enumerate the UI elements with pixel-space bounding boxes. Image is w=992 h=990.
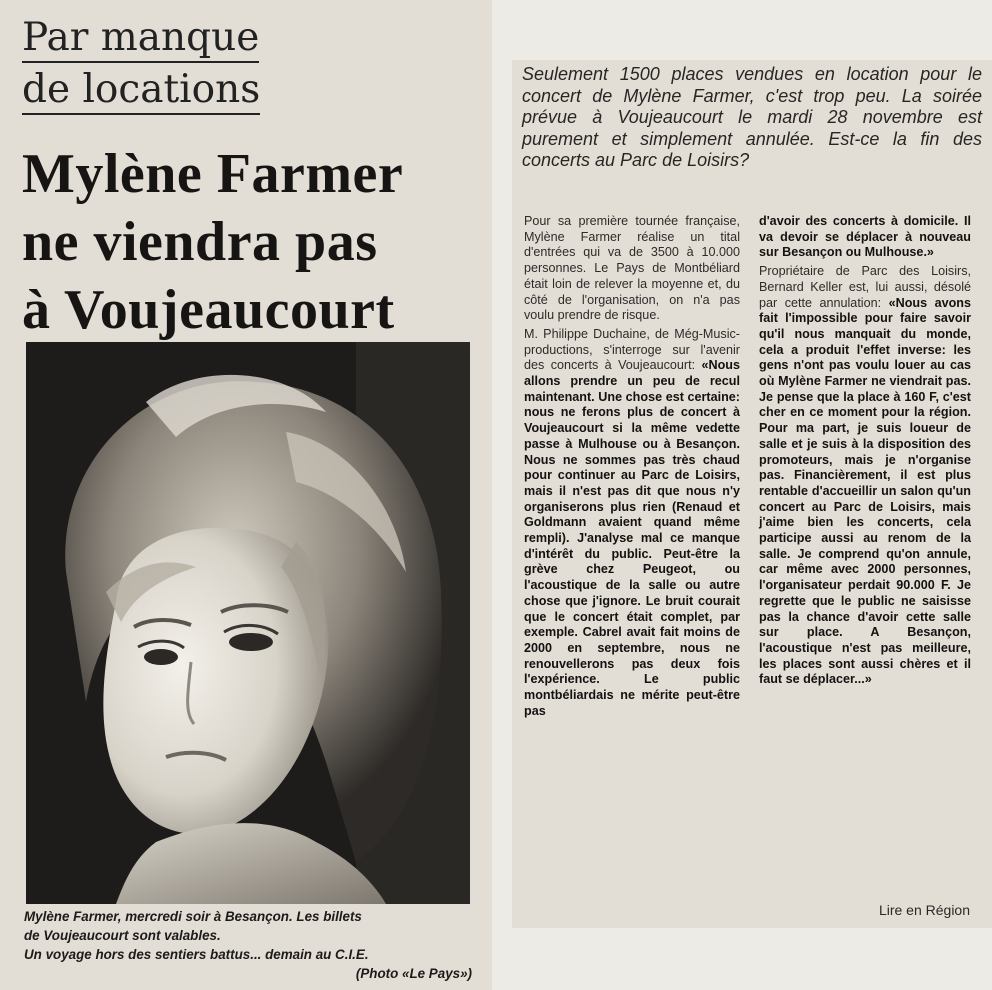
kicker-line-2: de locations bbox=[22, 68, 260, 112]
caption-line-3: Un voyage hors des sentiers battus... demain au C.I.E. bbox=[24, 947, 369, 962]
headline-line-2: ne viendra pas bbox=[22, 211, 378, 273]
text-column-2 bbox=[759, 214, 971, 691]
keller-intro: Propriétaire de Parc des Loisirs, Bernard Keller est, lui aussi, désolé par cette annulation: bbox=[759, 264, 971, 310]
headline-line-1: Mylène Farmer bbox=[22, 143, 404, 205]
author-signature: Lire en Région bbox=[878, 902, 970, 918]
kicker-line-1: Par manque bbox=[22, 16, 259, 60]
caption-line-1: Mylène Farmer, mercredi soir à Besançon. Les billets bbox=[24, 909, 362, 924]
duchaine-quote-continued: d'avoir des concerts à domicile. Il va devoir se déplacer à nouveau sur Besançon ou Mulhouse.» bbox=[759, 214, 971, 260]
caption-credit: (Photo «Le Pays») bbox=[355, 966, 472, 981]
lead-paragraph: Seulement 1500 places vendues en location pour le concert de Mylène Farmer, c'est trop peu. La soirée prévue à Voujeaucourt le mardi 28 novembre est purement et simplement annulée. Est-ce la fin des concerts au Parc de Loisirs? bbox=[522, 64, 982, 171]
column-1-paragraph-2 bbox=[524, 327, 740, 720]
caption-line-2: de Voujeaucourt sont valables. bbox=[24, 928, 221, 943]
text-column-1 bbox=[524, 214, 740, 723]
photo-caption bbox=[24, 907, 472, 983]
headline-line-3: à Voujeaucourt bbox=[22, 279, 395, 341]
left-clipping bbox=[0, 0, 492, 990]
duchaine-quote: «Nous allons prendre un peu de recul maintenant. Une chose est certaine: nous ne ferons plus de concert à Voujeaucourt si la même vedette passe à Mulhouse ou à Besançon. Nous ne sommes pas très chaud pour continuer au Parc de Loisirs, mais il n'est pas dit que nous n'y organiserons plus rien (Renaud et Goldmann avaient quand même rempli). J'analyse mal ce manque d'intérêt du public. Peut-être la grève chez Peugeot, ou l'acoustique de la salle ou autre chose que j'ignore. Le bruit courait que le concert était complet, par exemple. Cabrel avait fait moins de 2000 en septembre, nous ne renouvellerons pas deux fois l'expérience. Le public montbéliardais ne mérite peut-être pas bbox=[524, 358, 741, 718]
keller-quote: «Nous avons fait l'impossible pour faire savoir qu'il nous manquait du monde, cela a produit l'effet inverse: les gens n'ont pas voulu louer au cas où Mylène Farmer ne viendrait pas. Je pense que la place à 160 F, c'est cher en ce moment pour la région. Pour ma part, je suis loueur de salle et je suis à la disposition des promoteurs, mais je n'organise pas. Financièrement, il est plus rentable d'accueillir un salon qu'un concert au Parc de Loisirs, mais j'aime bien les concerts, cela participe aussi au renom de la salle. Je comprend qu'on annule, car même avec 2000 personnes, l'organisateur perdait 90.000 F. Je regrette que le public ne saisisse pas la chance d'avoir cette salle sur place. A Besançon, l'acoustique n'est pas meilleure, les places sont aussi chères et il faut se déplacer...» bbox=[759, 295, 972, 687]
duchaine-intro: M. Philippe Duchaine, de Még-Music-productions, s'interroge sur l'avenir des concerts à Voujeaucourt: bbox=[524, 326, 740, 373]
portrait-illustration bbox=[26, 342, 470, 904]
column-2-paragraph-1 bbox=[759, 214, 971, 261]
headline bbox=[22, 140, 482, 344]
portrait-photo bbox=[26, 342, 470, 904]
right-clipping bbox=[512, 60, 992, 928]
column-1-paragraph-1: Pour sa première tournée française, Mylène Farmer réalise un tital d'entrées qui va de 3500 à 10.000 personnes. Le Pays de Montbéliard était loin de relever la moyenne et, du côté de l'organisation, on n'a pas voulu prendre de risque. bbox=[524, 214, 740, 323]
column-2-paragraph-2 bbox=[759, 264, 971, 688]
